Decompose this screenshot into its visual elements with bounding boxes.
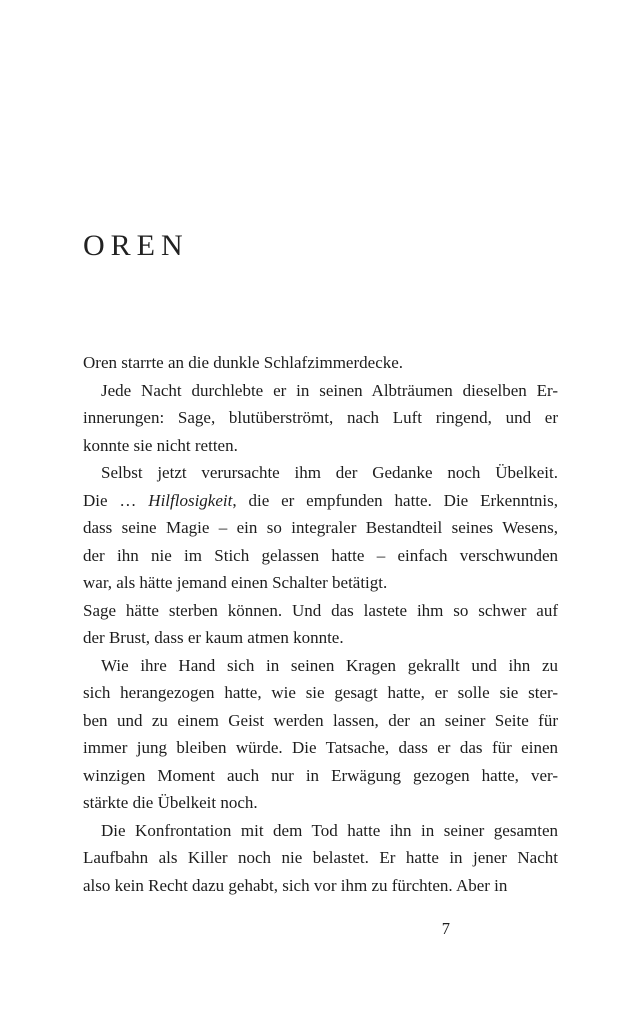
- text-segment: winzigen Moment auch nur in Erwägung gezogen hatte, ver-: [83, 765, 558, 785]
- text-segment: konnte sie nicht retten.: [83, 435, 238, 455]
- text-segment: war, als hätte jemand einen Schalter betätigt.: [83, 573, 388, 592]
- text-segment: immer jung bleiben würde. Die Tatsache, dass er das für einen: [83, 738, 558, 757]
- text-line: [83, 652, 558, 680]
- text-line: [83, 762, 558, 790]
- text-line: [83, 872, 558, 900]
- paragraph: [83, 459, 558, 597]
- text-segment: Wie ihre Hand sich in seinen Kragen gekrallt und ihn zu: [101, 655, 558, 675]
- text-segment: Die Konfrontation mit dem Tod hatte ihn in seiner gesamten: [101, 820, 558, 840]
- page-number: 7: [441, 919, 450, 938]
- paragraph: [83, 377, 558, 460]
- text-segment: , die er empfunden hatte. Die Erkenntnis,: [232, 490, 559, 510]
- text-segment: also kein Recht dazu gehabt, sich vor ihm zu fürchten. Aber in: [83, 875, 508, 895]
- text-line: [83, 624, 558, 652]
- text-segment: Selbst jetzt verursachte ihm der Gedanke noch Übelkeit.: [101, 463, 558, 482]
- body-text: [83, 349, 558, 899]
- text-segment: stärkte die Übelkeit noch.: [83, 793, 258, 812]
- text-segment: Oren starrte an die dunkle Schlafzimmerdecke.: [83, 353, 404, 372]
- text-line: [83, 597, 558, 625]
- text-line: [83, 817, 558, 845]
- text-segment: sich herangezogen hatte, wie sie gesagt hatte, er solle sie ster-: [83, 683, 558, 702]
- text-segment: der Brust, dass er kaum atmen konnte.: [83, 628, 344, 647]
- paragraph: [83, 349, 558, 377]
- text-segment: dass seine Magie – ein so integraler Bestandteil seines Wesens,: [83, 518, 558, 537]
- text-line: [83, 459, 558, 487]
- text-segment: Sage hätte sterben können. Und das lastete ihm so schwer auf: [83, 600, 558, 620]
- text-line: [83, 569, 558, 597]
- text-line: [83, 844, 558, 872]
- text-line: [83, 679, 558, 707]
- paragraph: [83, 597, 558, 652]
- text-line: [83, 487, 558, 515]
- paragraph: [83, 817, 558, 900]
- text-line: [83, 734, 558, 762]
- text-line: [83, 707, 558, 735]
- text-segment: Laufbahn als Killer noch nie belastet. Er hatte in jener Nacht: [83, 848, 558, 867]
- paragraph: [83, 652, 558, 817]
- text-segment: der ihn nie im Stich gelassen hatte – einfach verschwunden: [83, 545, 558, 565]
- text-segment: Die …: [83, 490, 149, 510]
- text-line: [83, 349, 558, 377]
- text-segment: innerungen: Sage, blutüberströmt, nach Luft ringend, und er: [83, 408, 558, 427]
- italic-text-segment: Hilflosigkeit: [148, 490, 233, 510]
- text-line: [83, 789, 558, 817]
- chapter-title: OREN: [83, 229, 189, 262]
- text-line: [83, 432, 558, 460]
- text-line: [83, 542, 558, 570]
- text-line: [83, 514, 558, 542]
- text-line: [83, 377, 558, 405]
- text-segment: ben und zu einem Geist werden lassen, der an seiner Seite für: [83, 710, 558, 730]
- text-line: [83, 404, 558, 432]
- text-segment: Jede Nacht durchlebte er in seinen Albträumen dieselben Er-: [101, 380, 558, 400]
